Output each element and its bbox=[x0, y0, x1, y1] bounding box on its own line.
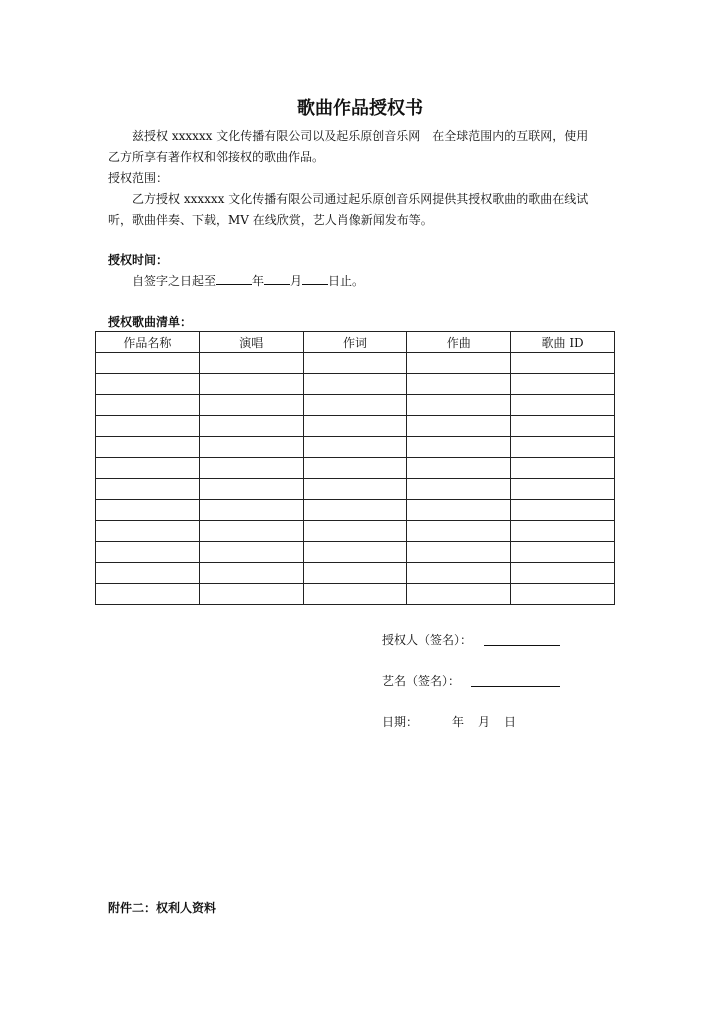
intro-paragraph-cont bbox=[108, 147, 618, 168]
table-row bbox=[96, 353, 615, 374]
header-composer: 作曲 bbox=[407, 332, 511, 353]
table-cell[interactable] bbox=[511, 458, 615, 479]
intro-paragraph bbox=[108, 126, 618, 147]
scope-line-2: 听，歌曲伴奏、下载，MV 在线欣赏，艺人肖像新闻发布等。 bbox=[108, 213, 433, 227]
table-cell[interactable] bbox=[199, 584, 303, 605]
header-song-id: 歌曲 ID bbox=[511, 332, 615, 353]
artist-signature-line[interactable] bbox=[471, 685, 560, 687]
table-cell[interactable] bbox=[199, 500, 303, 521]
table-cell[interactable] bbox=[407, 395, 511, 416]
table-cell[interactable] bbox=[511, 542, 615, 563]
table-cell[interactable] bbox=[303, 521, 407, 542]
appendix-heading: 附件二：权利人资料 bbox=[108, 901, 217, 915]
table-row bbox=[96, 521, 615, 542]
table-cell[interactable] bbox=[199, 521, 303, 542]
table-cell[interactable] bbox=[511, 521, 615, 542]
date-label: 日期： bbox=[382, 715, 419, 729]
time-year: 年 bbox=[252, 274, 265, 288]
authorizer-signature-line[interactable] bbox=[484, 644, 560, 646]
header-lyricist: 作词 bbox=[303, 332, 407, 353]
table-cell[interactable] bbox=[407, 353, 511, 374]
table-cell[interactable] bbox=[303, 395, 407, 416]
table-cell[interactable] bbox=[199, 458, 303, 479]
day-blank[interactable] bbox=[302, 272, 328, 285]
table-cell[interactable] bbox=[199, 542, 303, 563]
table-cell[interactable] bbox=[511, 584, 615, 605]
table-cell[interactable] bbox=[96, 458, 200, 479]
date-day: 日 bbox=[504, 715, 517, 729]
scope-label: 授权范围： bbox=[108, 171, 169, 185]
date-month: 月 bbox=[478, 715, 491, 729]
table-cell[interactable] bbox=[407, 563, 511, 584]
table-cell[interactable] bbox=[511, 437, 615, 458]
table-row bbox=[96, 395, 615, 416]
time-month: 月 bbox=[290, 274, 303, 288]
table-cell[interactable] bbox=[511, 479, 615, 500]
table-cell[interactable] bbox=[407, 458, 511, 479]
table-body bbox=[96, 353, 615, 605]
table-cell[interactable] bbox=[303, 563, 407, 584]
header-singer: 演唱 bbox=[199, 332, 303, 353]
table-cell[interactable] bbox=[407, 542, 511, 563]
authorizer-label: 授权人（签名）： bbox=[382, 633, 473, 647]
table-cell[interactable] bbox=[511, 416, 615, 437]
table-cell[interactable] bbox=[96, 353, 200, 374]
table-cell[interactable] bbox=[303, 458, 407, 479]
table-row bbox=[96, 542, 615, 563]
list-heading: 授权歌曲清单： bbox=[108, 315, 193, 329]
table-cell[interactable] bbox=[303, 416, 407, 437]
table-cell[interactable] bbox=[96, 500, 200, 521]
intro-line-2: 乙方所享有著作权和邻接权的歌曲作品。 bbox=[108, 150, 325, 164]
table-cell[interactable] bbox=[303, 437, 407, 458]
table-cell[interactable] bbox=[96, 479, 200, 500]
year-blank[interactable] bbox=[216, 272, 252, 285]
intro-line-1: 兹授权 xxxxxx 文化传播有限公司以及起乐原创音乐网 在全球范围内的互联网，使用 bbox=[132, 129, 589, 143]
table-cell[interactable] bbox=[96, 437, 200, 458]
table-cell[interactable] bbox=[199, 416, 303, 437]
table-cell[interactable] bbox=[96, 374, 200, 395]
table-cell[interactable] bbox=[407, 416, 511, 437]
date-year: 年 bbox=[452, 715, 465, 729]
table-cell[interactable] bbox=[407, 500, 511, 521]
table-cell[interactable] bbox=[303, 500, 407, 521]
table-row bbox=[96, 458, 615, 479]
table-cell[interactable] bbox=[96, 584, 200, 605]
table-row bbox=[96, 416, 615, 437]
table-cell[interactable] bbox=[303, 479, 407, 500]
table-cell[interactable] bbox=[511, 353, 615, 374]
month-blank[interactable] bbox=[264, 272, 290, 285]
table-cell[interactable] bbox=[96, 521, 200, 542]
table-cell[interactable] bbox=[199, 395, 303, 416]
header-work-name: 作品名称 bbox=[96, 332, 200, 353]
time-heading: 授权时间： bbox=[108, 253, 169, 267]
table-row bbox=[96, 584, 615, 605]
time-day: 日止。 bbox=[328, 274, 365, 288]
table-cell[interactable] bbox=[303, 353, 407, 374]
table-row bbox=[96, 437, 615, 458]
table-cell[interactable] bbox=[199, 563, 303, 584]
table-cell[interactable] bbox=[511, 563, 615, 584]
table-cell[interactable] bbox=[407, 521, 511, 542]
table-cell[interactable] bbox=[199, 479, 303, 500]
table-cell[interactable] bbox=[199, 353, 303, 374]
table-cell[interactable] bbox=[511, 395, 615, 416]
table-row bbox=[96, 563, 615, 584]
table-cell[interactable] bbox=[407, 437, 511, 458]
table-row bbox=[96, 374, 615, 395]
table-cell[interactable] bbox=[407, 584, 511, 605]
table-cell[interactable] bbox=[303, 542, 407, 563]
table-row bbox=[96, 500, 615, 521]
table-cell[interactable] bbox=[303, 584, 407, 605]
table-cell[interactable] bbox=[96, 542, 200, 563]
table-cell[interactable] bbox=[199, 437, 303, 458]
time-prefix: 自签字之日起至 bbox=[132, 274, 217, 288]
table-cell[interactable] bbox=[96, 416, 200, 437]
table-cell[interactable] bbox=[96, 395, 200, 416]
table-cell[interactable] bbox=[199, 374, 303, 395]
table-row bbox=[96, 479, 615, 500]
song-list-table bbox=[95, 331, 615, 605]
table-cell[interactable] bbox=[96, 563, 200, 584]
document-title: 歌曲作品授权书 bbox=[297, 98, 423, 119]
table-cell[interactable] bbox=[303, 374, 407, 395]
table-cell[interactable] bbox=[407, 479, 511, 500]
scope-paragraph bbox=[108, 189, 618, 210]
table-cell[interactable] bbox=[407, 374, 511, 395]
scope-line-1: 乙方授权 xxxxxx 文化传播有限公司通过起乐原创音乐网提供其授权歌曲的歌曲在线试 bbox=[132, 192, 589, 206]
artist-label: 艺名（签名）： bbox=[382, 674, 461, 688]
table-cell[interactable] bbox=[511, 500, 615, 521]
scope-paragraph-cont bbox=[108, 210, 618, 231]
table-header-row bbox=[96, 332, 615, 353]
table-cell[interactable] bbox=[511, 374, 615, 395]
time-line bbox=[108, 271, 618, 292]
